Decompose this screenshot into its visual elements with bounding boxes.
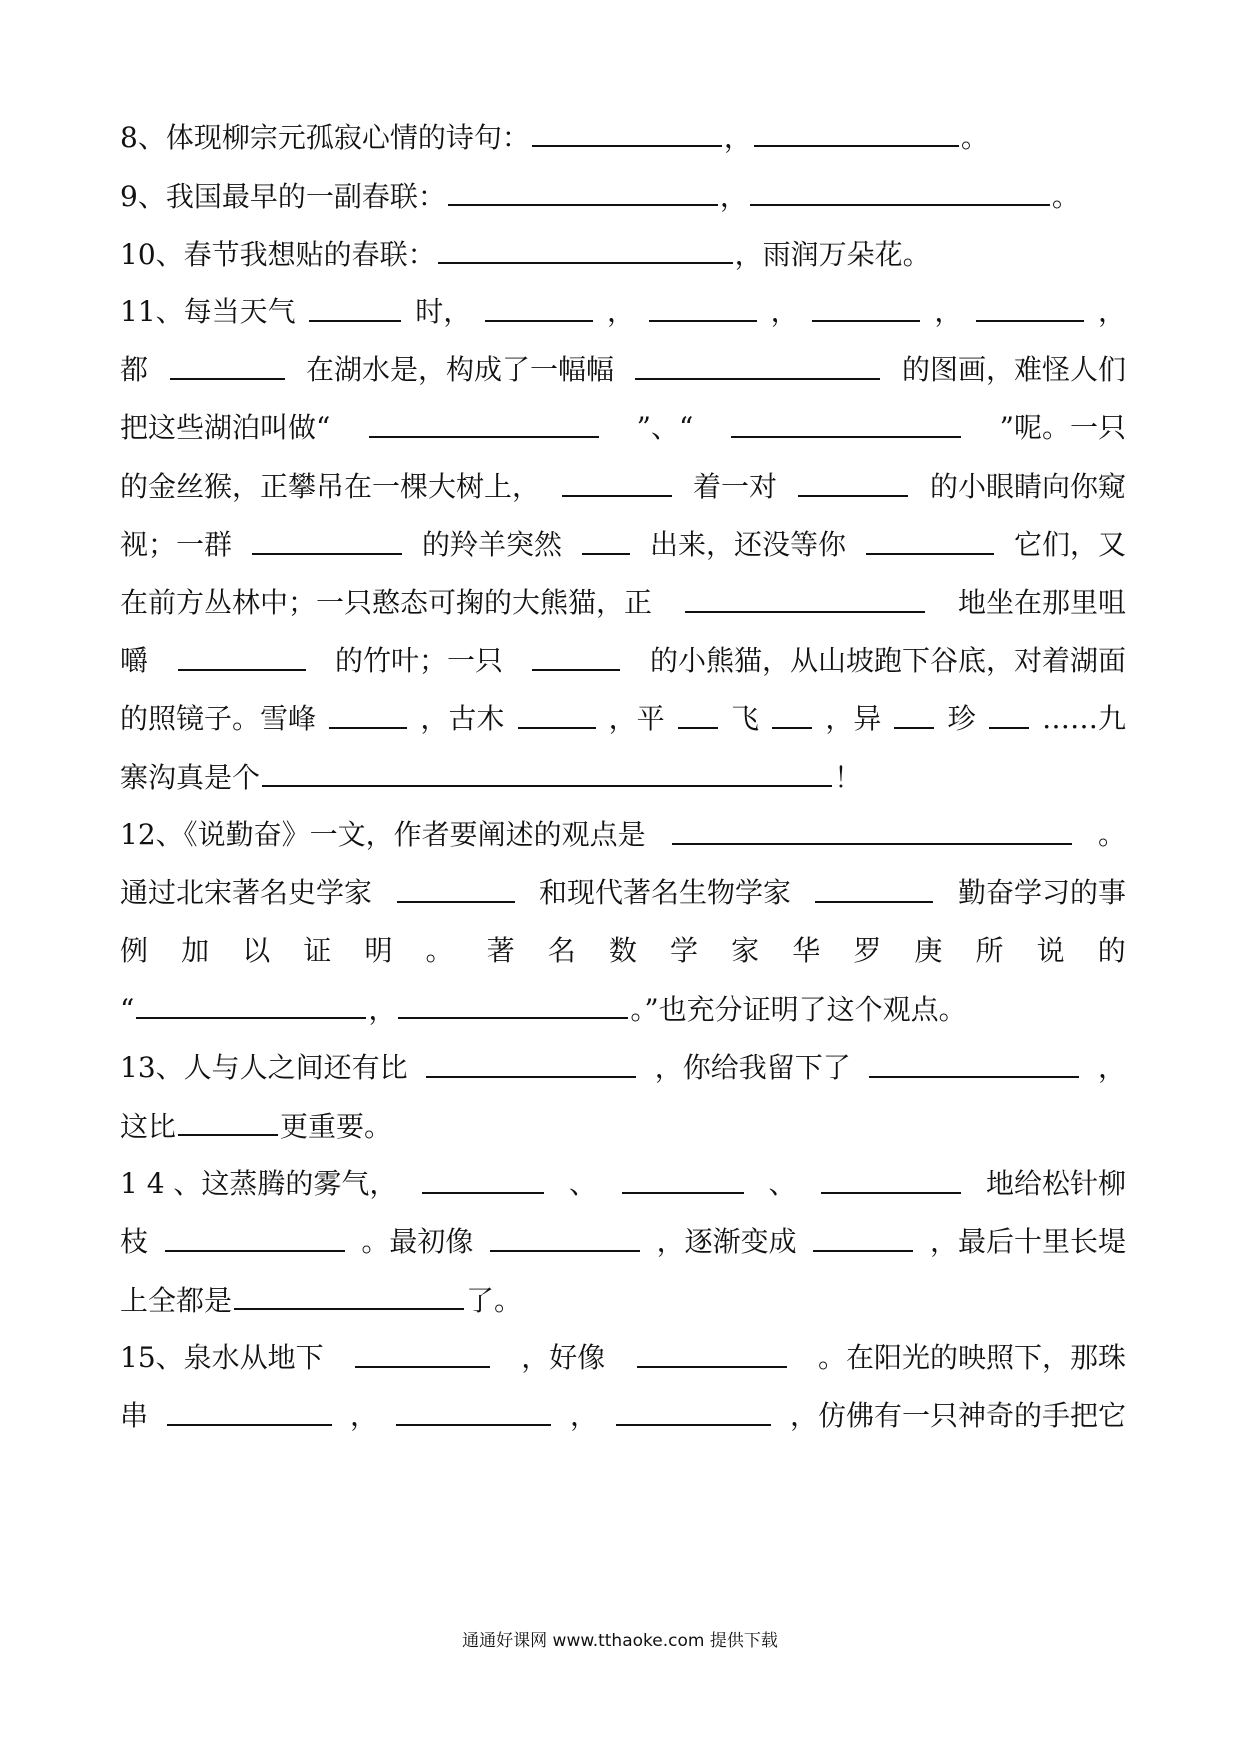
answer-blank[interactable] (329, 697, 407, 729)
question-14-line-1: 1 4 、这蒸腾的雾气， 、 、 地给松针柳 (120, 1162, 1126, 1206)
answer-blank[interactable] (426, 1046, 636, 1078)
question-11-line-3: 把这些湖泊叫做“ ”、“ ”呢。一只 (120, 406, 1126, 450)
answer-blank[interactable] (976, 290, 1084, 322)
answer-blank[interactable] (772, 697, 812, 729)
answer-blank[interactable] (309, 290, 401, 322)
answer-blank[interactable] (622, 1162, 744, 1194)
answer-blank[interactable] (731, 406, 961, 438)
question-11-line-4: 的金丝猴，正攀吊在一棵大树上， 着一对 的小眼睛向你窥 (120, 465, 1126, 509)
answer-blank[interactable] (518, 697, 596, 729)
answer-blank[interactable] (355, 1336, 490, 1368)
question-12-line-1: 12、《说勤奋》一文，作者要阐述的观点是 。 (120, 813, 1126, 857)
question-9: 9、我国最早的一副春联： ， 。 (120, 174, 1126, 218)
page-footer: 通通好课网 www.tthaoke.com 提供下载 (462, 1631, 778, 1651)
answer-blank[interactable] (894, 697, 934, 729)
answer-blank[interactable] (170, 348, 285, 380)
answer-blank[interactable] (750, 174, 1050, 206)
question-8: 8、体现柳宗元孤寂心情的诗句： ， 。 (120, 115, 1126, 159)
answer-blank[interactable] (490, 1220, 640, 1252)
question-9-text: 9、我国最早的一副春联： (120, 180, 446, 213)
answer-blank[interactable] (369, 406, 599, 438)
question-11-line-6: 在前方丛林中；一只憨态可掬的大熊猫，正 地坐在那里咀 (120, 581, 1126, 625)
answer-blank[interactable] (262, 755, 832, 787)
answer-blank[interactable] (582, 523, 630, 555)
answer-blank[interactable] (649, 290, 757, 322)
answer-blank[interactable] (754, 115, 959, 147)
answer-blank[interactable] (532, 115, 722, 147)
question-12-line-2: 通过北宋著名史学家 和现代著名生物学家 勤奋学习的事 (120, 871, 1126, 915)
answer-blank[interactable] (869, 1046, 1079, 1078)
answer-blank[interactable] (397, 871, 515, 903)
answer-blank[interactable] (422, 1162, 544, 1194)
answer-blank[interactable] (678, 697, 718, 729)
answer-blank[interactable] (672, 813, 1072, 845)
answer-blank[interactable] (448, 174, 718, 206)
answer-blank[interactable] (635, 348, 880, 380)
question-10: 10、春节我想贴的春联： ，雨润万朵花。 (120, 232, 1126, 276)
answer-blank[interactable] (398, 987, 628, 1019)
answer-blank[interactable] (812, 290, 920, 322)
answer-blank[interactable] (821, 1162, 961, 1194)
answer-blank[interactable] (532, 639, 620, 671)
answer-blank[interactable] (685, 581, 925, 613)
answer-blank[interactable] (989, 697, 1029, 729)
question-11-line-8: 的照镜子。雪峰 ，古木 ，平 飞 ，异 珍 ……九 (120, 697, 1126, 741)
answer-blank[interactable] (798, 465, 908, 497)
question-11-line-5: 视；一群 的羚羊突然 出来，还没等你 它们，又 (120, 523, 1126, 567)
question-13-line-2: 这比 更重要。 (120, 1104, 1126, 1148)
answer-blank[interactable] (637, 1336, 787, 1368)
answer-blank[interactable] (813, 1220, 913, 1252)
answer-blank[interactable] (396, 1394, 551, 1426)
question-14-line-3: 上全都是 了。 (120, 1278, 1126, 1322)
answer-blank[interactable] (815, 871, 933, 903)
answer-blank[interactable] (136, 987, 366, 1019)
answer-blank[interactable] (165, 1220, 345, 1252)
question-15-line-1: 15、泉水从地下 ，好像 。在阳光的映照下，那珠 (120, 1336, 1126, 1380)
answer-blank[interactable] (234, 1278, 464, 1310)
answer-blank[interactable] (485, 290, 593, 322)
question-13-line-1: 13、人与人之间还有比 ，你给我留下了 ， (120, 1046, 1126, 1090)
answer-blank[interactable] (167, 1394, 332, 1426)
question-12-line-3: 例 加 以 证 明 。 著 名 数 学 家 华 罗 庚 所 说 的 (120, 934, 1126, 967)
question-10-text: 10、春节我想贴的春联： (120, 238, 436, 271)
question-15-line-2: 串 ， ， ，仿佛有一只神奇的手把它 (120, 1394, 1126, 1438)
question-12-line-4: “ ， 。”也充分证明了这个观点。 (120, 987, 1126, 1031)
answer-blank[interactable] (562, 465, 672, 497)
question-8-text: 8、体现柳宗元孤寂心情的诗句： (120, 121, 530, 154)
answer-blank[interactable] (866, 523, 994, 555)
question-11-line-1: 11、每当天气 时， ， ， ， ， (120, 290, 1126, 334)
question-11-line-2: 都 在湖水是，构成了一幅幅 的图画，难怪人们 (120, 348, 1126, 392)
question-14-line-2: 枝 。最初像 ，逐渐变成 ，最后十里长堤 (120, 1220, 1126, 1264)
answer-blank[interactable] (178, 1104, 278, 1136)
answer-blank[interactable] (616, 1394, 771, 1426)
answer-blank[interactable] (438, 232, 733, 264)
question-11-line-7: 嚼 的竹叶；一只 的小熊猫，从山坡跑下谷底，对着湖面 (120, 639, 1126, 683)
answer-blank[interactable] (178, 639, 306, 671)
question-11-line-9: 寨沟真是个 ！ (120, 755, 1126, 799)
answer-blank[interactable] (252, 523, 402, 555)
